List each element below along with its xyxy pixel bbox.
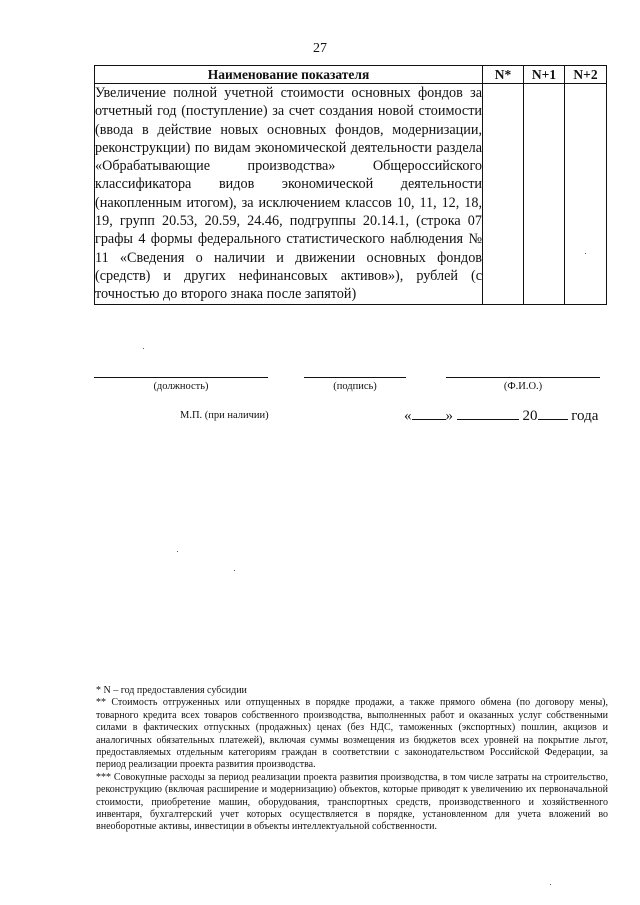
- date-line: [404, 406, 598, 425]
- indicator-table: [94, 65, 607, 305]
- date-close-quote: »: [445, 408, 453, 424]
- scan-speck: [550, 884, 551, 885]
- value-cell-n-plus-1[interactable]: [524, 84, 565, 305]
- date-year-blank[interactable]: [538, 406, 568, 420]
- footnote-1: * N – год предоставления субсидии: [96, 685, 247, 696]
- header-year-n-plus-2: N+2: [565, 66, 607, 84]
- date-year-prefix: 20: [522, 408, 538, 424]
- table-header-row: [95, 66, 607, 84]
- full-name-line[interactable]: [446, 377, 600, 378]
- signature-line[interactable]: [304, 377, 406, 378]
- header-year-n-plus-1: N+1: [524, 66, 565, 84]
- signature-caption: (подпись): [333, 381, 377, 392]
- page-number: 27: [313, 41, 327, 56]
- date-open-quote: «: [404, 408, 412, 424]
- value-cell-n[interactable]: [483, 84, 524, 305]
- footnote-3: *** Совокупные расходы за период реализации проекта развития производства, в том числе затраты на строительство, реконструкцию (включая расширение и модернизацию) объектов, которые приводят к увеличению их первоначальной стоимости, приобретение машин, оборудования, транспортных средств, производственного и хозяйственного инвентаря, бухгалтерский учет которых осуществляется в порядке, установленном для учета вложений во внеоборотные активы, инвестиции в объекты интеллектуальной собственности.: [96, 771, 608, 833]
- indicator-description: Увеличение полной учетной стоимости основных фондов за отчетный год (поступление) за счет создания новой стоимости (ввода в действие новых основных фондов, модернизации, реконструкции) по видам экономической деятельности раздела «Обрабатывающие производства» Общероссийского классификатора видов экономической деятельности (накопленным итогом), за исключением классов 10, 11, 12, 18, 19, групп 20.53, 20.59, 24.46, подгруппы 20.14.1, (строка 07 графы 4 формы федерального статистического наблюдения № 11 «Сведения о наличии и движении основных фондов (средств) и других нефинансовых активов»), рублей (с точностью до второго знака после запятой): [95, 85, 482, 303]
- full-name-caption: (Ф.И.О.): [503, 381, 543, 392]
- stamp-note: М.П. (при наличии): [180, 410, 269, 421]
- scan-speck: [177, 551, 178, 552]
- position-caption: (должность): [153, 381, 209, 392]
- header-indicator-name: Наименование показателя: [95, 66, 483, 84]
- table-row: [95, 84, 607, 305]
- scan-speck: [143, 348, 144, 349]
- date-suffix: года: [571, 408, 599, 424]
- scan-speck: [585, 253, 586, 254]
- position-line[interactable]: [94, 377, 268, 378]
- footnote-2: ** Стоимость отгруженных или отпущенных в порядке продажи, а также прямого обмена (по договору мены), товарного кредита всех товаров собственного производства, выполненных работ и оказанных услуг собственными силами в фактических отпускных (продажных) ценах (без НДС, таможенных (экспортных) пошлин, акцизов и аналогичных обязательных платежей), включая суммы возмещения из бюджетов всех уровней на покрытие льгот, предоставляемых отдельным категориям граждан в соответствии с законодательством Российской Федерации, за период реализации проекта развития производства.: [96, 697, 608, 771]
- date-day-blank[interactable]: [412, 406, 446, 420]
- header-year-n: N*: [483, 66, 524, 84]
- scan-speck: [234, 570, 235, 571]
- value-cell-n-plus-2[interactable]: [565, 84, 607, 305]
- footnotes: [96, 685, 608, 834]
- date-month-blank[interactable]: [457, 406, 519, 420]
